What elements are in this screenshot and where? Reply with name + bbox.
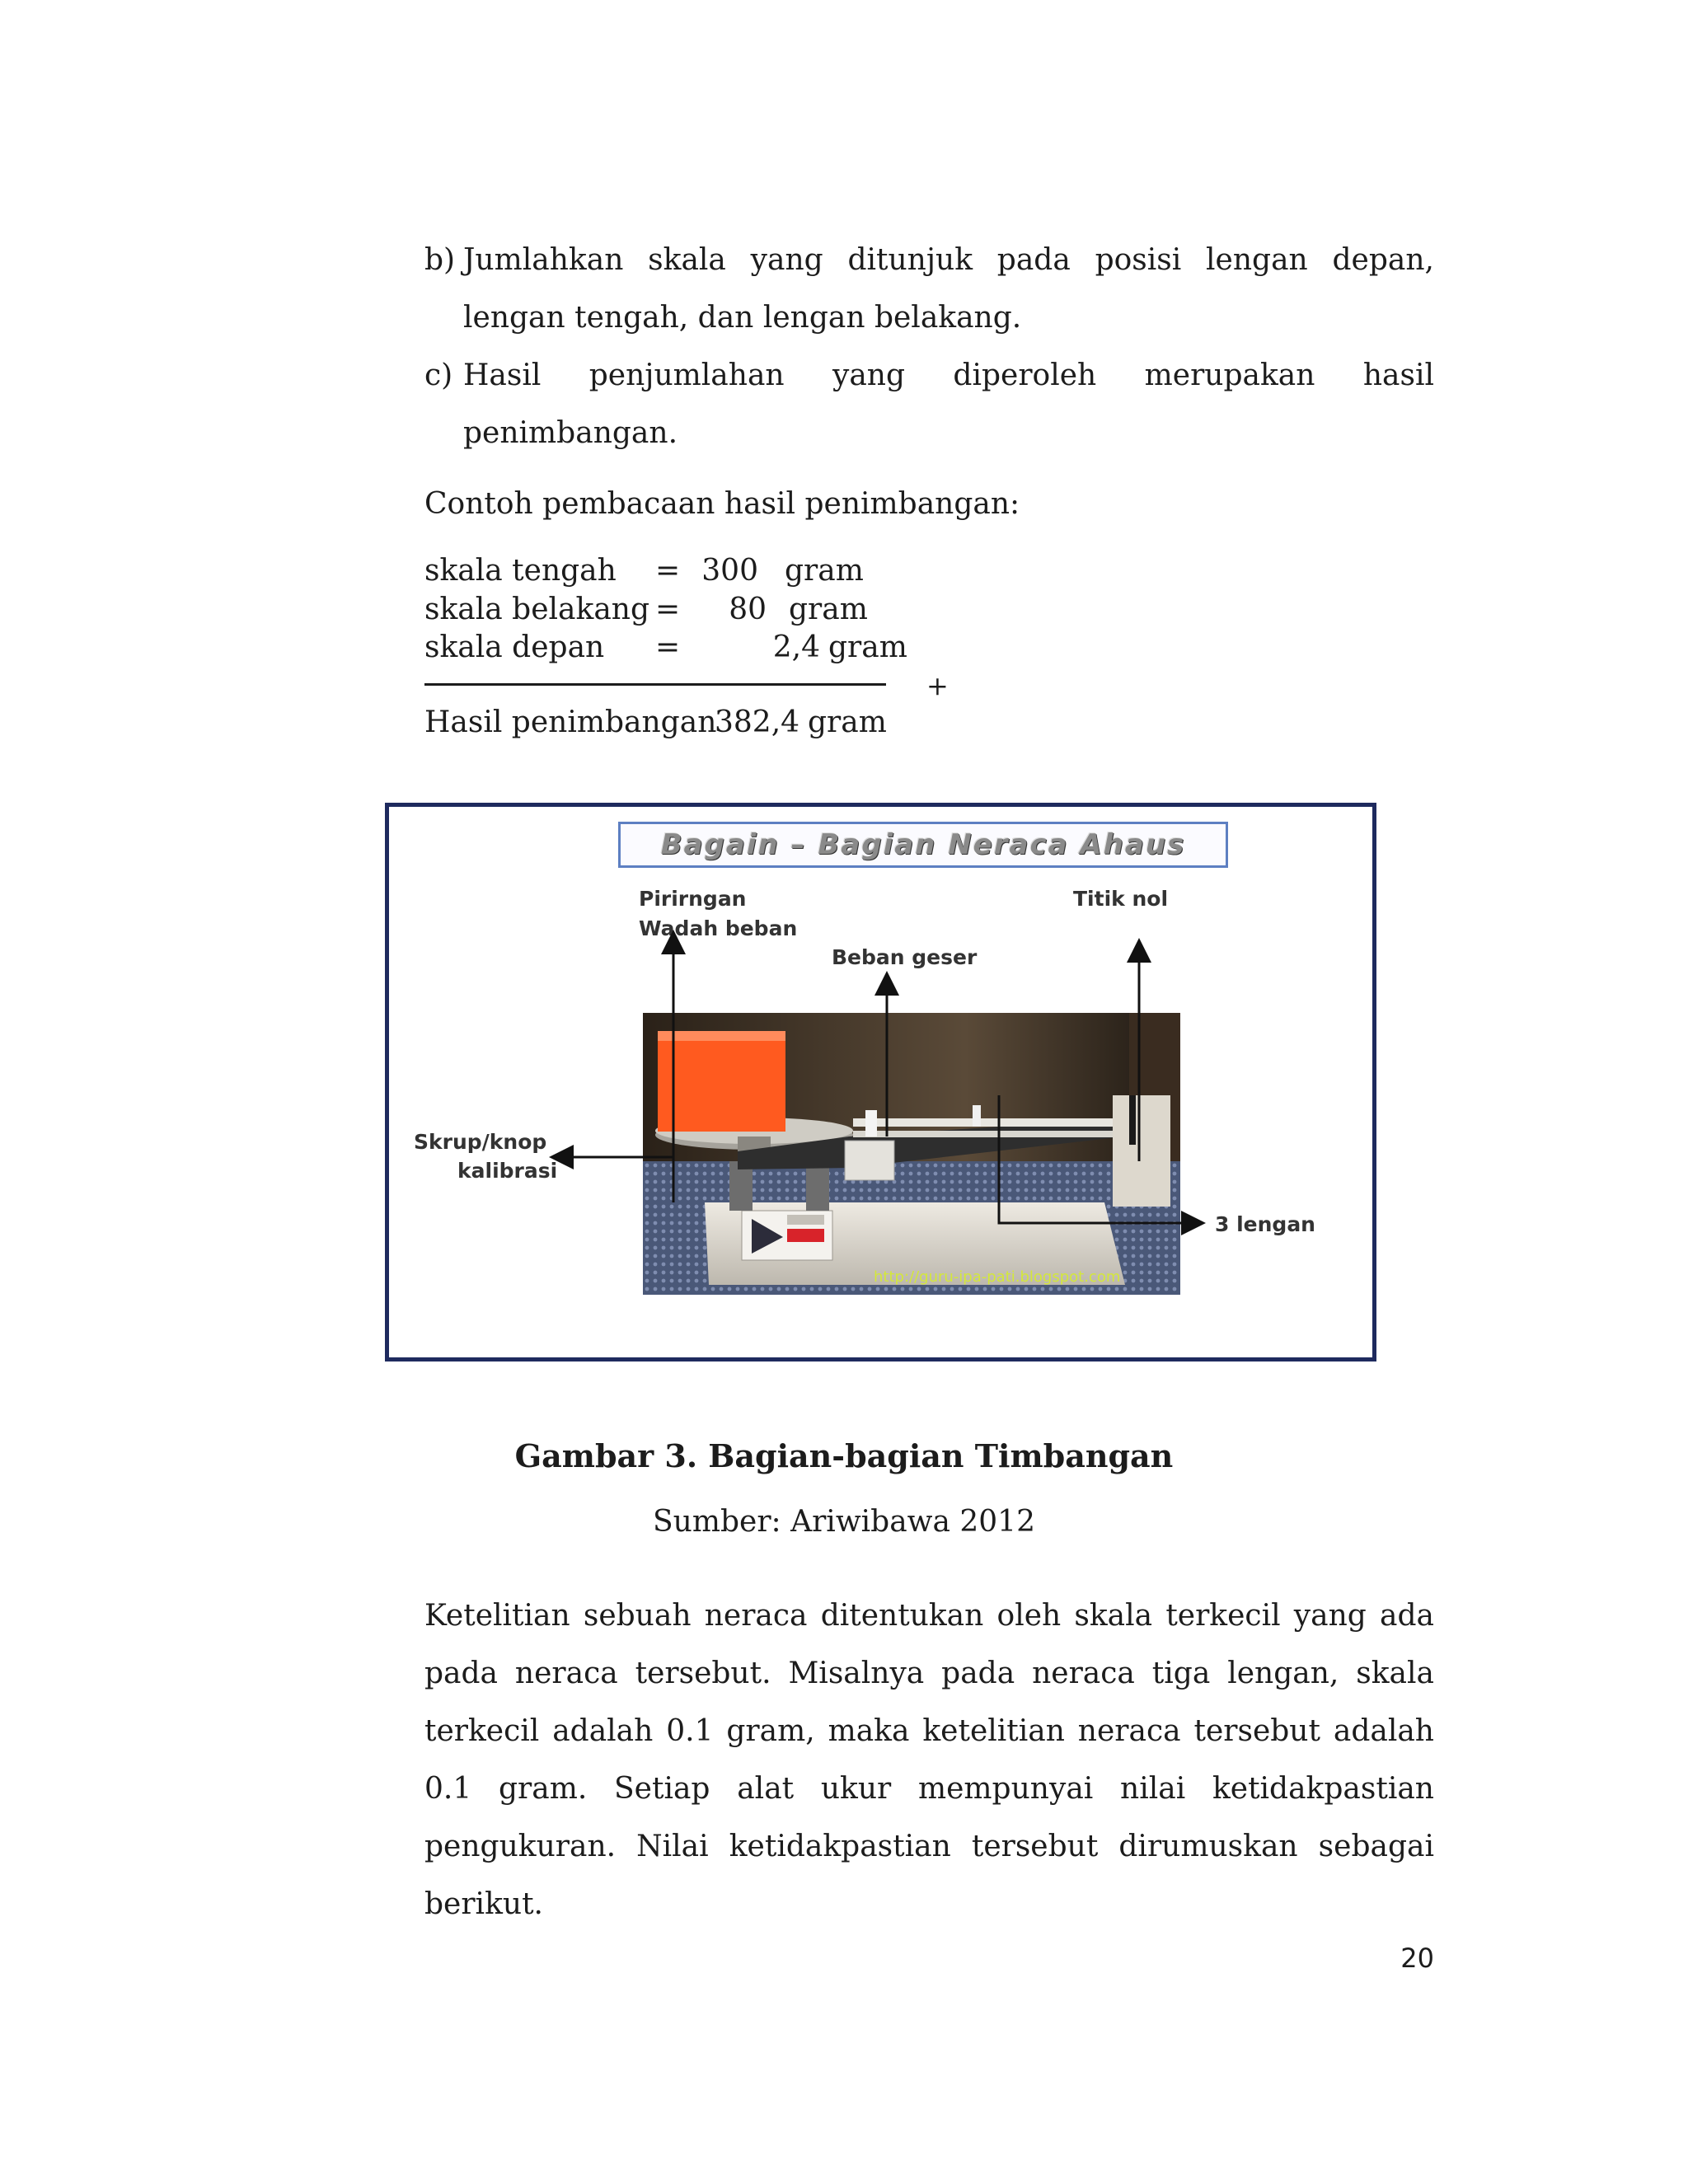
calc-unit: gram (789, 593, 868, 626)
figure-balance-parts (385, 803, 1376, 1361)
label-knob: Skrup/knop (414, 1130, 547, 1154)
calc-value: 300 (701, 554, 758, 588)
arrow-three-arms (999, 1095, 1201, 1223)
result-label: Hasil penimbangan (424, 705, 717, 739)
example-title: Contoh pembacaan hasil penimbangan: (424, 487, 1020, 521)
calc-equals: = (655, 554, 681, 588)
calc-equals: = (655, 630, 681, 664)
label-zero-point: Titik nol (1073, 887, 1169, 911)
calc-equals: = (655, 593, 681, 626)
list-text: Jumlahkan skala yang ditunjuk pada posisi lengan depan, lengan tengah, dan lengan belakang. (463, 243, 1434, 335)
label-calibration: kalibrasi (457, 1159, 558, 1183)
calc-label: skala belakang (424, 593, 650, 626)
annotation-arrows (389, 807, 1372, 1357)
calc-unit: gram (785, 554, 864, 588)
list-text: Hasil penjumlahan yang diperoleh merupakan hasil penimbangan. (463, 359, 1434, 450)
list-marker: b) (424, 243, 456, 277)
label-pan: Pirirngan (639, 887, 747, 911)
label-rider: Beban geser (832, 945, 978, 969)
list-item-b (424, 232, 1434, 347)
photo-watermark: http://guru-ipa-pati.blogspot.com (874, 1268, 1121, 1286)
figure-caption: Gambar 3. Bagian-bagian Timbangan (514, 1437, 1174, 1474)
body-paragraph: Ketelitian sebuah neraca ditentukan oleh skala terkecil yang ada pada neraca tersebut. Misalnya pada neraca tiga lengan, skala terkecil adalah 0.1 gram, maka ketelitian neraca tersebut adalah 0.1 gram. Setiap alat ukur mempunyai nilai ketidakpastian pengukuran. Nilai ketidakpastian tersebut dirumuskan sebagai berikut. (424, 1599, 1434, 1921)
result-unit: gram (808, 705, 887, 739)
label-pan-holder: Wadah beban (639, 916, 798, 940)
list-item-c (424, 347, 1434, 462)
result-value: 382,4 (715, 705, 800, 739)
sum-line (424, 683, 886, 686)
list-marker: c) (424, 359, 453, 392)
calc-value: 2,4 (772, 630, 820, 664)
figure-title: Bagain – Bagian Neraca Ahaus (618, 822, 1228, 868)
calc-label: skala depan (424, 630, 605, 664)
calc-value: 80 (729, 593, 767, 626)
plus-sign: + (926, 670, 949, 701)
calc-unit: gram (828, 630, 907, 664)
calc-label: skala tengah (424, 554, 617, 588)
label-three-arms: 3 lengan (1215, 1212, 1315, 1236)
page-number: 20 (1400, 1943, 1434, 1974)
figure-source: Sumber: Ariwibawa 2012 (652, 1505, 1035, 1539)
